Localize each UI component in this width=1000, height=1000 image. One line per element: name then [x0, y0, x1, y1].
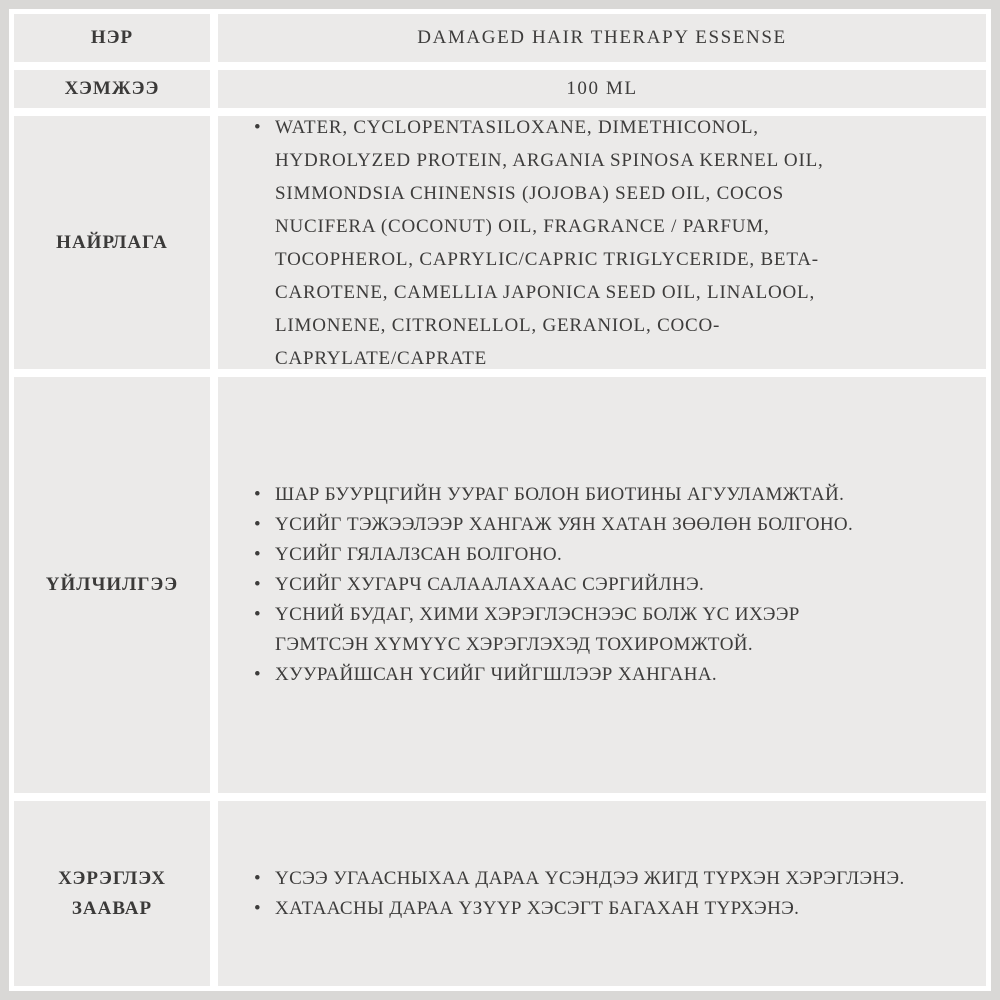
list-item: • ҮСИЙГ ТЭЖЭЭЛЭЭР ХАНГАЖ УЯН ХАТАН ЗӨӨЛӨН БОЛГОНО.	[252, 510, 872, 540]
list-item: • ШАР БУУРЦГИЙН УУРАГ БОЛОН БИОТИНЫ АГУУЛАМЖТАЙ.	[252, 480, 872, 510]
list-item: • ҮСЭЭ УГААСНЫХАА ДАРАА ҮСЭНДЭЭ ЖИГД ТҮРХЭН ХЭРЭГЛЭНЭ.	[252, 864, 932, 894]
row-label-directions: ХЭРЭГЛЭХ ЗААВАР	[14, 801, 210, 986]
list-item: • ХУУРАЙШСАН ҮСИЙГ ЧИЙГШЛЭЭР ХАНГАНА.	[252, 660, 872, 690]
row-label-ingredients: НАЙРЛАГА	[14, 116, 210, 369]
list-item: • ҮСИЙГ ГЯЛАЛЗСАН БОЛГОНО.	[252, 540, 872, 570]
product-name-value: DAMAGED HAIR THERAPY ESSENSE	[218, 14, 986, 62]
list-item: • ҮСИЙГ ХУГАРЧ САЛААЛАХААС СЭРГИЙЛНЭ.	[252, 570, 872, 600]
effects-list	[252, 480, 872, 690]
ingredients-list	[252, 111, 852, 375]
row-label-effects: ҮЙЛЧИЛГЭЭ	[14, 377, 210, 793]
product-volume-value: 100 ML	[218, 70, 986, 108]
directions-cell	[218, 801, 986, 986]
row-label-volume: ХЭМЖЭЭ	[14, 70, 210, 108]
list-item: • ҮСНИЙ БУДАГ, ХИМИ ХЭРЭГЛЭСНЭЭС БОЛЖ ҮС ИХЭЭР ГЭМТСЭН ХҮМҮҮС ХЭРЭГЛЭХЭД ТОХИРОМЖТОЙ.	[252, 600, 872, 660]
effects-cell	[218, 377, 986, 793]
row-label-name: НЭР	[14, 14, 210, 62]
list-item: • WATER, CYCLOPENTASILOXANE, DIMETHICONOL, HYDROLYZED PROTEIN, ARGANIA SPINOSA KERNEL OIL, SIMMONDSIA CHINENSIS (JOJOBA) SEED OIL, COCOS NUCIFERA (COCONUT) OIL, FRAGRANCE / PARFUM, TOCOPHEROL, CAPRYLIC/CAPRIC TRIGLYCERIDE, BETA-CAROTENE, CAMELLIA JAPONICA SEED OIL, LINALOOL, LIMONENE, CITRONELLOL, GERANIOL, COCO-CAPRYLATE/CAPRATE	[252, 111, 852, 375]
product-info-table	[9, 9, 991, 991]
list-item: • ХАТААСНЫ ДАРАА ҮЗҮҮР ХЭСЭГТ БАГАХАН ТҮРХЭНЭ.	[252, 894, 932, 924]
directions-list	[252, 864, 932, 924]
ingredients-cell	[218, 116, 986, 369]
